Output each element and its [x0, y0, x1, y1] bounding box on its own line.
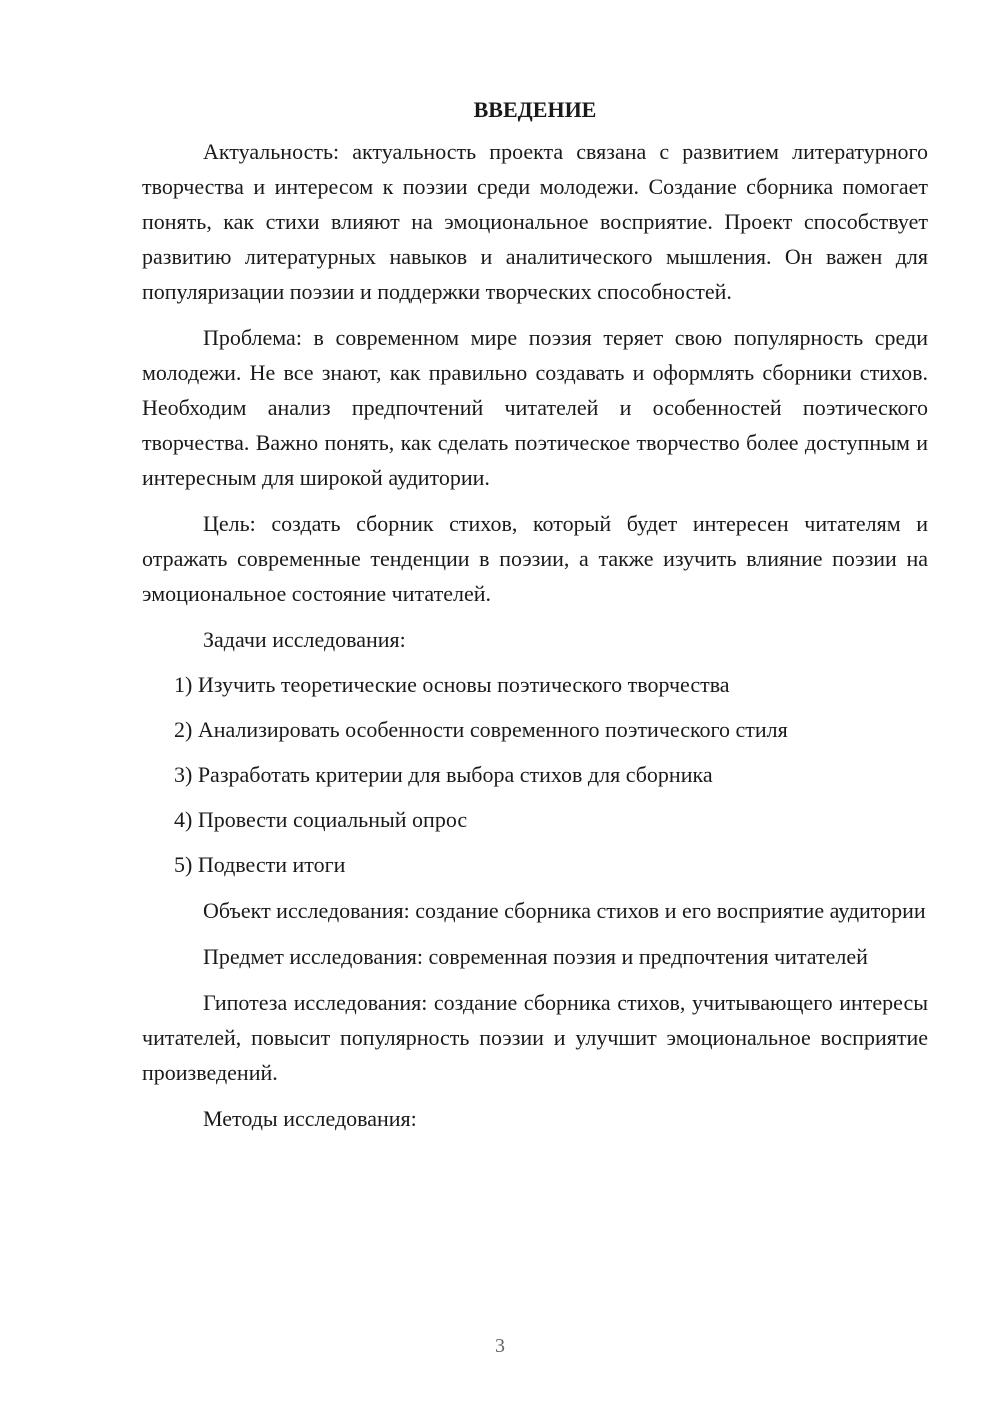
paragraph-goal: Цель: создать сборник стихов, который будет интересен читателям и отражать современные тенденции в поэзии, а также изучить влияние поэзии на эмоциональное состояние читателей.: [142, 511, 928, 606]
page-number: 3: [495, 1335, 505, 1357]
paragraph-methods-heading: Методы исследования:: [203, 1106, 417, 1131]
paragraph-relevance: Актуальность: актуальность проекта связана с развитием литературного творчества и интересом к поэзии среди молодежи. Создание сборника помогает понять, как стихи влияют на эмоциональное восприятие. Проект способствует развитию литературных навыков и аналитического мышления. Он важен для популяризации поэзии и поддержки творческих способностей.: [142, 139, 928, 304]
list-item: 1) Изучить теоретические основы поэтического творчества: [174, 672, 730, 697]
paragraph-object: Объект исследования: создание сборника стихов и его восприятие аудитории: [203, 898, 926, 923]
paragraph-subject: Предмет исследования: современная поэзия и предпочтения читателей: [203, 944, 868, 969]
list-item: 4) Провести социальный опрос: [174, 807, 468, 832]
paragraph-problem: Проблема: в современном мире поэзия теряет свою популярность среди молодежи. Не все знают, как правильно создавать и оформлять сборники стихов. Необходим анализ предпочтений читателей и особенностей поэтического творчества. Важно понять, как сделать поэтическое творчество более доступным и интересным для широкой аудитории.: [142, 325, 928, 490]
list-item: 2) Анализировать особенности современного поэтического стиля: [174, 717, 788, 742]
list-item: 5) Подвести итоги: [174, 852, 346, 877]
page-content: [142, 92, 928, 1136]
list-item: 3) Разработать критерии для выбора стихов для сборника: [174, 762, 713, 787]
paragraph-tasks-heading: Задачи исследования:: [203, 627, 406, 652]
section-title: ВВЕДЕНИЕ: [473, 97, 597, 122]
tasks-list: [142, 667, 928, 882]
paragraph-hypothesis: Гипотеза исследования: создание сборника стихов, учитывающего интересы читателей, повысит популярность поэзии и улучшит эмоциональное восприятие произведений.: [142, 990, 928, 1085]
